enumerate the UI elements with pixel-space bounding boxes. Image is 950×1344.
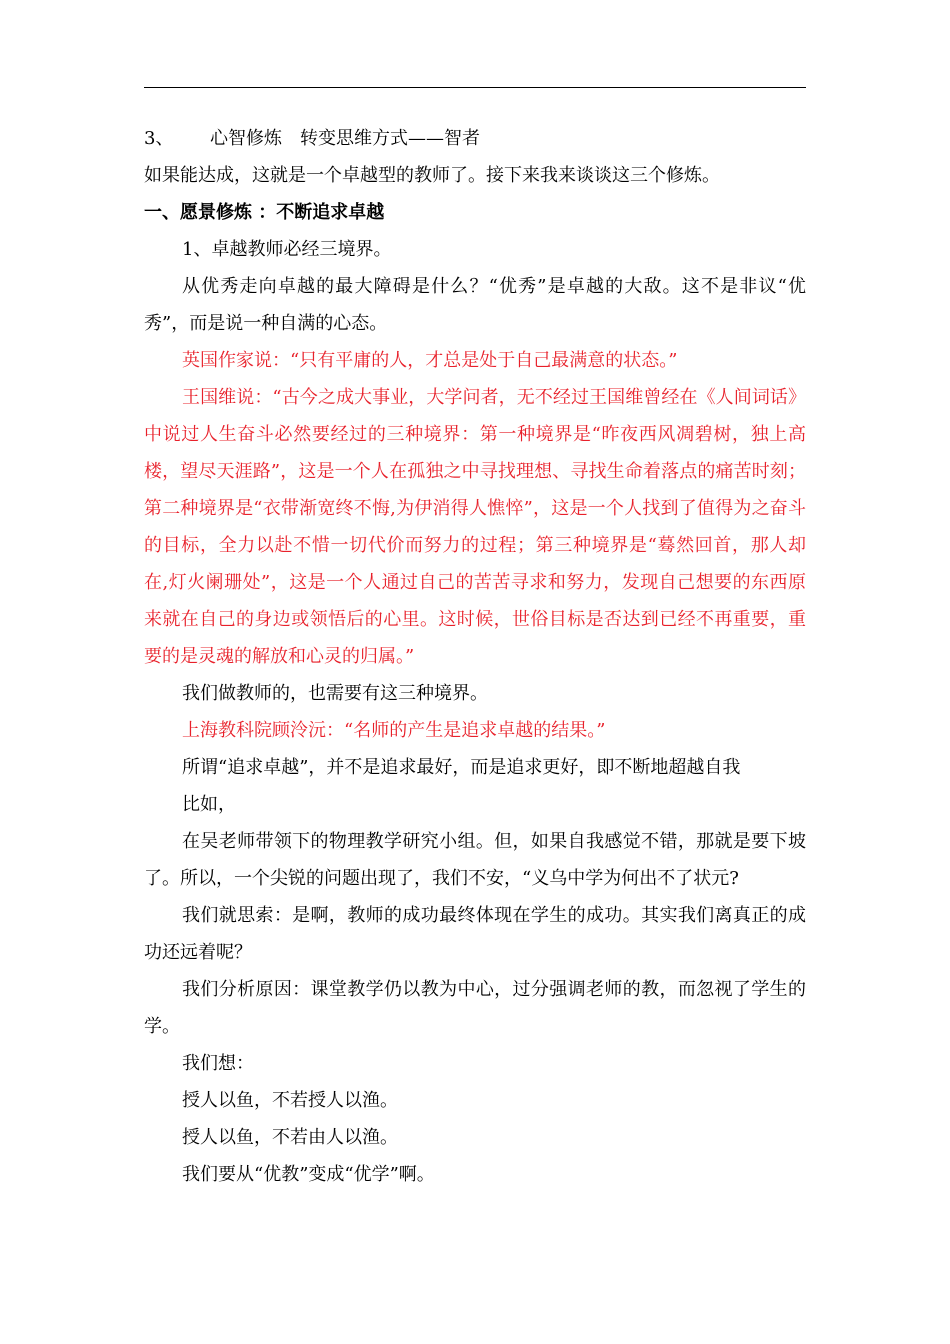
header-rule: [144, 87, 806, 88]
quote-british-writer: 英国作家说：“只有平庸的人，才总是处于自己最满意的状态。”: [182, 350, 678, 371]
paragraph-excellence: 从优秀走向卓越的最大障碍是什么？“优秀”是卓越的大敌。这不是非议“优秀”，而是说一种自满的心态。: [144, 276, 806, 334]
section-3-title: 心智修炼: [210, 128, 282, 149]
section-3-subtitle: 转变思维方式——智者: [300, 128, 480, 149]
quote-gu-lingyuan: 上海教科院顾泠沅：“名师的产生是追求卓越的结果。”: [182, 720, 606, 741]
subheading-three-realms: 1、卓越教师必经三境界。: [182, 239, 392, 260]
paragraph-analysis: 我们分析原因：课堂教学仍以教为中心，过分强调老师的教，而忽视了学生的学。: [144, 979, 806, 1037]
intro-paragraph: 如果能达成，这就是一个卓越型的教师了。接下来我来谈谈这三个修炼。: [144, 165, 720, 186]
paragraph-physics-group: 在吴老师带领下的物理教学研究小组。但，如果自我感觉不错，那就是要下坡了。所以，一个尖锐的问题出现了，我们不安，“义乌中学为何出不了状元?: [144, 831, 806, 889]
section-3-number: 3、: [144, 128, 174, 149]
heading-vision: 一、愿景修炼 ：不断追求卓越: [144, 202, 385, 223]
quote-wang-guowei: 王国维说：“古今之成大事业，大学问者，无不经过王国维曾经在《人间词话》中说过人生奋斗必然要经过的三种境界：第一种境界是“昨夜西风凋碧树，独上高楼，望尽天涯路”，这是一个人在孤独之中寻找理想、寻找生命着落点的痛苦时刻；第二种境界是“衣带渐宽终不悔,为伊消得人憔悴”，这是一个人找到了值得为之奋斗的目标，全力以赴不惜一切代价而努力的过程；第三种境界是“蓦然回首，那人却在,灯火阑珊处”，这是一个人通过自己的苦苦寻求和努力，发现自己想要的东西原来就在自己的身边或领悟后的心里。这时候，世俗目标是否达到已经不再重要，重要的是灵魂的解放和心灵的归属。”: [144, 387, 806, 667]
paragraph-pursue-excellence: 所谓“追求卓越”，并不是追求最好，而是追求更好，即不断地超越自我: [182, 757, 741, 778]
paragraph-for-example: 比如，: [182, 794, 236, 815]
paragraph-we-think: 我们想：: [182, 1053, 254, 1074]
paragraph-conclusion: 我们要从“优教”变成“优学”啊。: [182, 1164, 435, 1185]
document-body: [144, 120, 806, 1193]
paragraph-teachers-realms: 我们做教师的，也需要有这三种境界。: [182, 683, 488, 704]
paragraph-proverb-1: 授人以鱼，不若授人以渔。: [182, 1090, 398, 1111]
paragraph-proverb-2: 授人以鱼，不若由人以渔。: [182, 1127, 398, 1148]
paragraph-reflection: 我们就思索：是啊，教师的成功最终体现在学生的成功。其实我们离真正的成功还远着呢？: [144, 905, 806, 963]
section-3-heading: [144, 120, 806, 157]
